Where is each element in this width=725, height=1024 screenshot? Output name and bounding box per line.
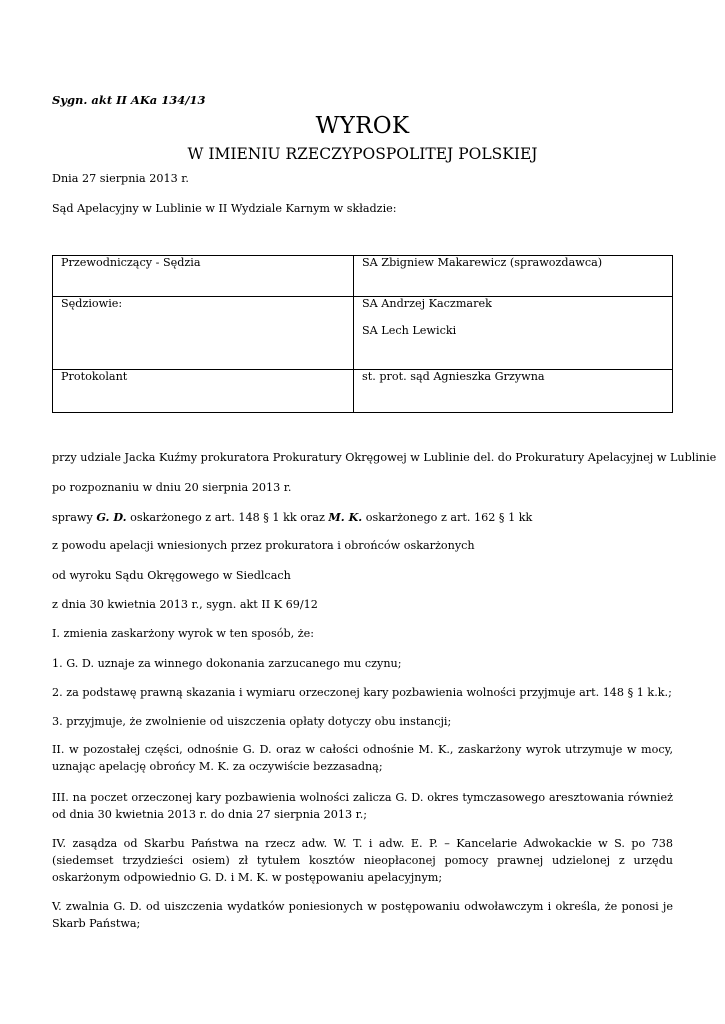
ruling-point-4: IV. zasądza od Skarbu Państwa na rzecz adw. W. T. i adw. E. P. – Kancelarie Adwokackie w S. po 738 (siedemset trzydzieści osiem) zł tytułem kosztów nieopłaconej pomocy prawnej udzielonej z urzędu oskarżonym odpowiednio G. D. i M. K. w postępowaniu apelacyjnym; — [52, 837, 673, 884]
panel-name-text: SA Lech Lewicki — [362, 324, 457, 337]
panel-name-text: st. prot. sąd Agnieszka Grzywna — [362, 370, 545, 383]
table-row — [53, 297, 673, 370]
appeal-reason-line: z powodu apelacji wniesionych przez prokuratora i obrońców oskarżonych — [52, 539, 475, 552]
panel-role: Protokolant — [53, 370, 354, 413]
court-panel-table — [52, 255, 673, 413]
panel-name — [354, 256, 673, 297]
panel-name — [354, 297, 673, 370]
panel-name-text: SA Andrzej Kaczmarek — [362, 297, 492, 310]
defendant-1: G. D. — [96, 510, 127, 524]
ruling-point-1: I. zmienia zaskarżony wyrok w ten sposób, że: — [52, 627, 315, 640]
case-number: Sygn. akt II AKa 134/13 — [52, 93, 206, 107]
document-title: WYROK — [315, 113, 410, 139]
lower-court-line: od wyroku Sądu Okręgowego w Siedlcach — [52, 569, 291, 582]
panel-role: Przewodniczący - Sędzia — [53, 256, 354, 297]
ruling-subpoint-2: 2. za podstawę prawną skazania i wymiaru orzeczonej kary pozbawienia wolności przyjmuje art. 148 § 1 k.k.; — [52, 686, 672, 699]
case-subject-text: oskarżonego z art. 148 § 1 kk oraz — [126, 511, 329, 524]
panel-name-text: SA Zbigniew Makarewicz (sprawozdawca) — [362, 256, 603, 269]
table-row — [53, 370, 673, 413]
panel-name — [354, 370, 673, 413]
hearing-date-line: po rozpoznaniu w dniu 20 sierpnia 2013 r. — [52, 481, 292, 494]
court-composition-intro: Sąd Apelacyjny w Lublinie w II Wydziale Karnym w składzie: — [52, 202, 397, 215]
panel-role: Sędziowie: — [53, 297, 354, 370]
ruling-point-3: III. na poczet orzeczonej kary pozbawienia wolności zalicza G. D. okres tymczasowego aresztowania również od dnia 30 kwietnia 2013 r. do dnia 27 sierpnia 2013 r.; — [52, 791, 673, 821]
ruling-point-2: II. w pozostałej części, odnośnie G. D. oraz w całości odnośnie M. K., zaskarżony wyrok utrzymuje w mocy, uznając apelację obrońcy M. K. za oczywiście bezzasadną; — [52, 743, 673, 773]
document-subtitle: W IMIENIU RZECZYPOSPOLITEJ POLSKIEJ — [187, 145, 538, 163]
defendant-2: M. K. — [328, 510, 363, 524]
prosecutor-line: przy udziale Jacka Kuźmy prokuratora Prokuratury Okręgowej w Lublinie del. do Prokuratury Apelacyjnej w Lublinie — [52, 451, 717, 464]
ruling-point-5: V. zwalnia G. D. od uiszczenia wydatków poniesionych w postępowaniu odwoławczym i określa, że ponosi je Skarb Państwa; — [52, 900, 673, 930]
table-row — [53, 256, 673, 297]
case-subject-text: sprawy — [52, 511, 97, 524]
ruling-subpoint-3: 3. przyjmuje, że zwolnienie od uiszczenia opłaty dotyczy obu instancji; — [52, 715, 452, 728]
case-subject-line — [52, 510, 532, 524]
lower-court-date-line: z dnia 30 kwietnia 2013 r., sygn. akt II K 69/12 — [52, 598, 318, 611]
judgment-date: Dnia 27 sierpnia 2013 r. — [52, 172, 189, 185]
ruling-subpoint-1: 1. G. D. uznaje za winnego dokonania zarzucanego mu czynu; — [52, 657, 402, 670]
case-subject-text: oskarżonego z art. 162 § 1 kk — [362, 511, 533, 524]
